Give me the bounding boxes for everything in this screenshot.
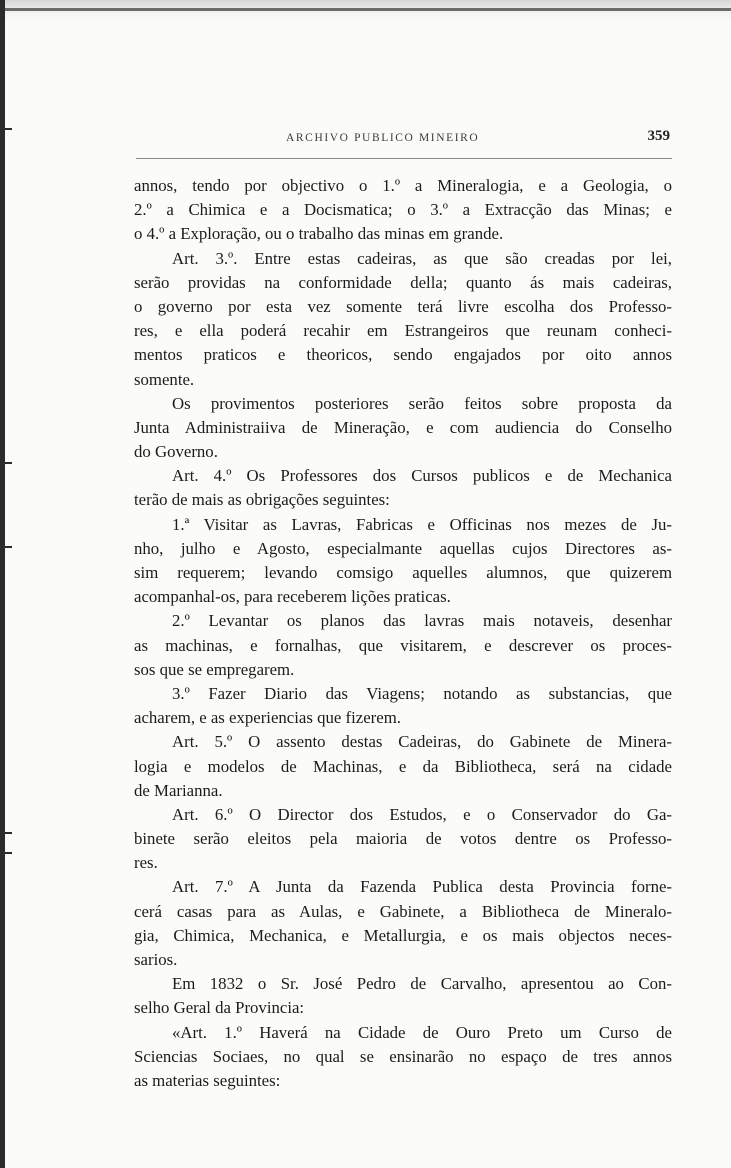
- edge-mark: [0, 852, 12, 854]
- running-title: ARCHIVO PUBLICO MINEIRO: [286, 132, 480, 144]
- header-rule: [136, 158, 672, 159]
- text-line: res.: [134, 853, 158, 873]
- text-line: gia, Chimica, Mechanica, e Metallurgia, e os mais objectos neces-: [134, 925, 672, 945]
- page-number: 359: [647, 128, 670, 144]
- text-line: acompanhal-os, para receberem lições praticas.: [134, 587, 451, 607]
- scan-top-band: [0, 0, 731, 22]
- text-line: de Marianna.: [134, 780, 223, 800]
- text-line: nho, julho e Agosto, especialmante aquellas cujos Directores as-: [134, 538, 672, 558]
- body-text: [134, 174, 672, 1093]
- text-line: Sciencias Sociaes, no qual se ensinarão no espaço de tres annos: [134, 1046, 672, 1066]
- page-header: [136, 128, 672, 150]
- text-line: serão providas na conformidade della; quanto ás mais cadeiras,: [134, 272, 672, 292]
- scan-top-rule: [0, 8, 731, 11]
- text-line: «Art. 1.º Haverá na Cidade de Ouro Preto um Curso de: [172, 1022, 672, 1042]
- text-line: Em 1832 o Sr. José Pedro de Carvalho, apresentou ao Con-: [172, 974, 672, 994]
- text-line: do Governo.: [134, 442, 218, 462]
- text-line: 2.º a Chimica e a Docismatica; o 3.º a Extracção das Minas; e: [134, 200, 672, 220]
- text-line: somente.: [134, 369, 195, 389]
- text-line: selho Geral da Provincia:: [134, 998, 305, 1018]
- text-line: o governo por esta vez somente terá livre escolha dos Professo-: [134, 296, 672, 316]
- text-line: Art. 5.º O assento destas Cadeiras, do Gabinete de Minera-: [172, 732, 672, 752]
- edge-mark: [0, 128, 12, 130]
- text-line: sim requerem; levando comsigo aquelles alumnos, que quizerem: [134, 563, 672, 582]
- text-line: Art. 3.º. Entre estas cadeiras, as que são creadas por lei,: [172, 248, 672, 268]
- text-line: sos que se empregarem.: [134, 659, 295, 679]
- edge-mark: [0, 462, 12, 464]
- text-line: res, e ella poderá recahir em Estrangeiros que reunam conheci-: [134, 321, 672, 341]
- text-line: as materias seguintes:: [134, 1070, 281, 1090]
- text-line: 1.ª Visitar as Lavras, Fabricas e Officinas nos mezes de Ju-: [172, 514, 672, 534]
- text-line: Art. 7.º A Junta da Fazenda Publica desta Provincia forne-: [172, 877, 672, 897]
- text-line: 2.º Levantar os planos das lavras mais notaveis, desenhar: [172, 611, 672, 631]
- edge-mark: [0, 832, 12, 834]
- text-line: mentos praticos e theoricos, sendo engajados por oito annos: [134, 345, 672, 365]
- text-line: Art. 6.º O Director dos Estudos, e o Conservador do Ga-: [172, 804, 672, 824]
- text-line: terão de mais as obrigações seguintes:: [134, 490, 390, 510]
- text-line: o 4.º a Exploração, ou o trabalho das minas em grande.: [134, 224, 504, 244]
- text-line: annos, tendo por objectivo o 1.º a Mineralogia, e a Geologia, o: [134, 176, 672, 195]
- text-line: Os provimentos posteriores serão feitos sobre proposta da: [172, 393, 672, 413]
- text-line: binete serão eleitos pela maioria de votos dentre os Professo-: [134, 829, 672, 849]
- text-line: as machinas, e fornalhas, que visitarem, e descrever os proces-: [134, 635, 672, 655]
- text-line: Art. 4.º Os Professores dos Cursos publicos e de Mechanica: [172, 466, 672, 486]
- text-line: sarios.: [134, 950, 178, 969]
- text-line: Junta Administraiiva de Mineração, e com audiencia do Conselho: [134, 417, 672, 437]
- text-line: logia e modelos de Machinas, e da Bibliotheca, será na cidade: [134, 756, 672, 776]
- scan-left-edge: [0, 0, 5, 1168]
- edge-mark: [0, 546, 12, 548]
- text-line: 3.º Fazer Diario das Viagens; notando as substancias, que: [172, 683, 672, 703]
- text-line: cerá casas para as Aulas, e Gabinete, a Bibliotheca de Mineralo-: [134, 901, 672, 921]
- text-line: acharem, e as experiencias que fizerem.: [134, 708, 401, 728]
